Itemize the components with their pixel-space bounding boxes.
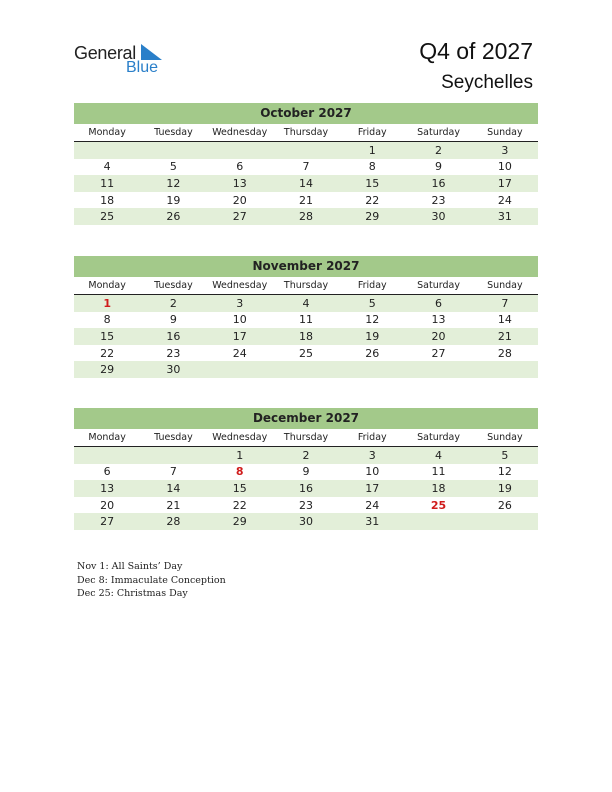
day-cell: 29 — [339, 208, 405, 225]
weekday-header: Thursday — [273, 124, 339, 142]
day-cell: 24 — [365, 498, 380, 512]
weekday-header: Thursday — [273, 429, 339, 447]
weekday-header: Friday — [339, 429, 405, 447]
day-cell: 16 — [273, 480, 339, 497]
logo-word-blue: Blue — [126, 59, 159, 76]
day-cell: 8 — [235, 465, 244, 479]
day-cell: 29 — [207, 513, 273, 530]
empty-day-cell — [74, 447, 140, 464]
day-cell: 4 — [273, 295, 339, 312]
week-row — [74, 480, 538, 497]
weekday-header: Wednesday — [207, 124, 273, 142]
day-cell: 7 — [302, 160, 310, 174]
day-cell: 24 — [232, 346, 247, 360]
weekday-header: Tuesday — [140, 277, 206, 295]
day-cell: 28 — [497, 346, 512, 360]
weekday-header: Saturday — [405, 277, 471, 295]
empty-day-cell — [207, 361, 273, 378]
day-cell: 20 — [100, 498, 115, 512]
logo-triangle-icon — [141, 44, 163, 60]
empty-day-cell — [273, 142, 339, 159]
day-cell: 21 — [166, 498, 181, 512]
day-cell: 26 — [365, 346, 380, 360]
week-row — [74, 497, 538, 514]
day-cell: 6 — [236, 160, 244, 174]
day-cell: 26 — [140, 208, 206, 225]
day-cell: 14 — [273, 175, 339, 192]
day-cell: 17 — [339, 480, 405, 497]
week-row — [74, 513, 538, 530]
day-cell: 20 — [232, 193, 247, 207]
day-cell: 9 — [302, 465, 310, 479]
day-cell: 11 — [298, 313, 313, 327]
day-cell: 10 — [365, 465, 380, 479]
day-cell: 18 — [273, 328, 339, 345]
day-cell: 26 — [497, 498, 512, 512]
week-row — [74, 312, 538, 329]
day-cell: 21 — [472, 328, 538, 345]
weekday-header: Friday — [339, 124, 405, 142]
weekday-header: Saturday — [405, 124, 471, 142]
day-cell: 23 — [298, 498, 313, 512]
day-cell: 11 — [74, 175, 140, 192]
empty-day-cell — [74, 142, 140, 159]
day-cell: 28 — [273, 208, 339, 225]
day-cell: 9 — [435, 160, 443, 174]
day-cell: 14 — [497, 313, 512, 327]
week-row — [74, 208, 538, 225]
day-cell: 17 — [207, 328, 273, 345]
day-cell: 27 — [431, 346, 446, 360]
day-cell: 1 — [74, 295, 140, 312]
day-cell: 29 — [74, 361, 140, 378]
day-cell: 25 — [430, 498, 447, 512]
day-cell: 28 — [140, 513, 206, 530]
day-cell: 19 — [472, 480, 538, 497]
day-cell: 16 — [140, 328, 206, 345]
empty-day-cell — [472, 361, 538, 378]
day-cell: 12 — [365, 313, 380, 327]
calendar-table — [74, 277, 538, 378]
weekday-header: Sunday — [472, 429, 538, 447]
day-cell: 13 — [431, 313, 446, 327]
empty-day-cell — [405, 513, 471, 530]
holiday-notes — [77, 560, 226, 601]
week-row — [74, 142, 538, 159]
weekday-header: Thursday — [273, 277, 339, 295]
day-cell: 31 — [339, 513, 405, 530]
day-cell: 10 — [232, 313, 247, 327]
week-row — [74, 361, 538, 378]
day-cell: 24 — [497, 193, 512, 207]
empty-day-cell — [140, 447, 206, 464]
day-cell: 2 — [405, 142, 471, 159]
weekday-header: Monday — [74, 124, 140, 142]
month-title: December 2027 — [74, 408, 538, 429]
week-row — [74, 328, 538, 345]
day-cell: 7 — [169, 465, 177, 479]
day-cell: 1 — [207, 447, 273, 464]
month-december — [74, 408, 538, 530]
empty-day-cell — [140, 142, 206, 159]
day-cell: 27 — [74, 513, 140, 530]
week-row — [74, 192, 538, 209]
day-cell: 4 — [103, 160, 111, 174]
day-cell: 25 — [74, 208, 140, 225]
day-cell: 12 — [140, 175, 206, 192]
weekday-header: Wednesday — [207, 429, 273, 447]
day-cell: 5 — [472, 447, 538, 464]
day-cell: 17 — [472, 175, 538, 192]
day-cell: 20 — [405, 328, 471, 345]
day-cell: 19 — [339, 328, 405, 345]
day-cell: 30 — [140, 361, 206, 378]
weekday-header: Tuesday — [140, 124, 206, 142]
day-cell: 7 — [472, 295, 538, 312]
empty-day-cell — [273, 361, 339, 378]
day-cell: 13 — [207, 175, 273, 192]
day-cell: 3 — [472, 142, 538, 159]
day-cell: 23 — [166, 346, 181, 360]
weekday-header: Monday — [74, 429, 140, 447]
day-cell: 22 — [232, 498, 247, 512]
weekday-header: Sunday — [472, 124, 538, 142]
day-cell: 6 — [103, 465, 111, 479]
calendar-table — [74, 429, 538, 530]
day-cell: 4 — [405, 447, 471, 464]
month-october — [74, 103, 538, 225]
month-november — [74, 256, 538, 378]
weekday-header: Saturday — [405, 429, 471, 447]
holiday-note: Dec 25: Christmas Day — [77, 588, 188, 599]
weekday-header: Monday — [74, 277, 140, 295]
day-cell: 30 — [273, 513, 339, 530]
weekday-header: Friday — [339, 277, 405, 295]
holiday-note: Dec 8: Immaculate Conception — [77, 574, 226, 586]
day-cell: 2 — [273, 447, 339, 464]
weekday-header: Sunday — [472, 277, 538, 295]
day-cell: 30 — [405, 208, 471, 225]
day-cell: 8 — [103, 313, 111, 327]
day-cell: 9 — [169, 313, 177, 327]
day-cell: 22 — [365, 193, 380, 207]
day-cell: 23 — [431, 193, 446, 207]
day-cell: 1 — [339, 142, 405, 159]
month-title: November 2027 — [74, 256, 538, 277]
day-cell: 13 — [74, 480, 140, 497]
day-cell: 3 — [339, 447, 405, 464]
weekday-header: Tuesday — [140, 429, 206, 447]
generalblue-logo — [74, 43, 174, 79]
day-cell: 11 — [431, 465, 446, 479]
day-cell: 6 — [405, 295, 471, 312]
week-row — [74, 295, 538, 312]
day-cell: 19 — [166, 193, 181, 207]
weekday-header: Wednesday — [207, 277, 273, 295]
day-cell: 10 — [497, 160, 512, 174]
day-cell: 21 — [298, 193, 313, 207]
day-cell: 3 — [207, 295, 273, 312]
day-cell: 18 — [405, 480, 471, 497]
holiday-note: Nov 1: All Saints’ Day — [77, 561, 183, 572]
country-name: Seychelles — [441, 72, 533, 93]
day-cell: 15 — [207, 480, 273, 497]
day-cell: 31 — [472, 208, 538, 225]
day-cell: 16 — [405, 175, 471, 192]
day-cell: 5 — [339, 295, 405, 312]
week-row — [74, 464, 538, 481]
logo-word-general: General — [74, 43, 136, 63]
day-cell: 15 — [339, 175, 405, 192]
week-row — [74, 345, 538, 362]
week-row — [74, 159, 538, 176]
page-title: Q4 of 2027 — [419, 38, 533, 64]
day-cell: 8 — [368, 160, 376, 174]
day-cell: 15 — [74, 328, 140, 345]
week-row — [74, 175, 538, 192]
empty-day-cell — [472, 513, 538, 530]
month-title: October 2027 — [74, 103, 538, 124]
day-cell: 14 — [140, 480, 206, 497]
week-row — [74, 447, 538, 464]
calendar-table — [74, 124, 538, 225]
day-cell: 5 — [169, 160, 177, 174]
day-cell: 25 — [298, 346, 313, 360]
day-cell: 2 — [140, 295, 206, 312]
empty-day-cell — [405, 361, 471, 378]
empty-day-cell — [339, 361, 405, 378]
empty-day-cell — [207, 142, 273, 159]
day-cell: 27 — [207, 208, 273, 225]
day-cell: 12 — [497, 465, 512, 479]
day-cell: 18 — [100, 193, 115, 207]
day-cell: 22 — [100, 346, 115, 360]
